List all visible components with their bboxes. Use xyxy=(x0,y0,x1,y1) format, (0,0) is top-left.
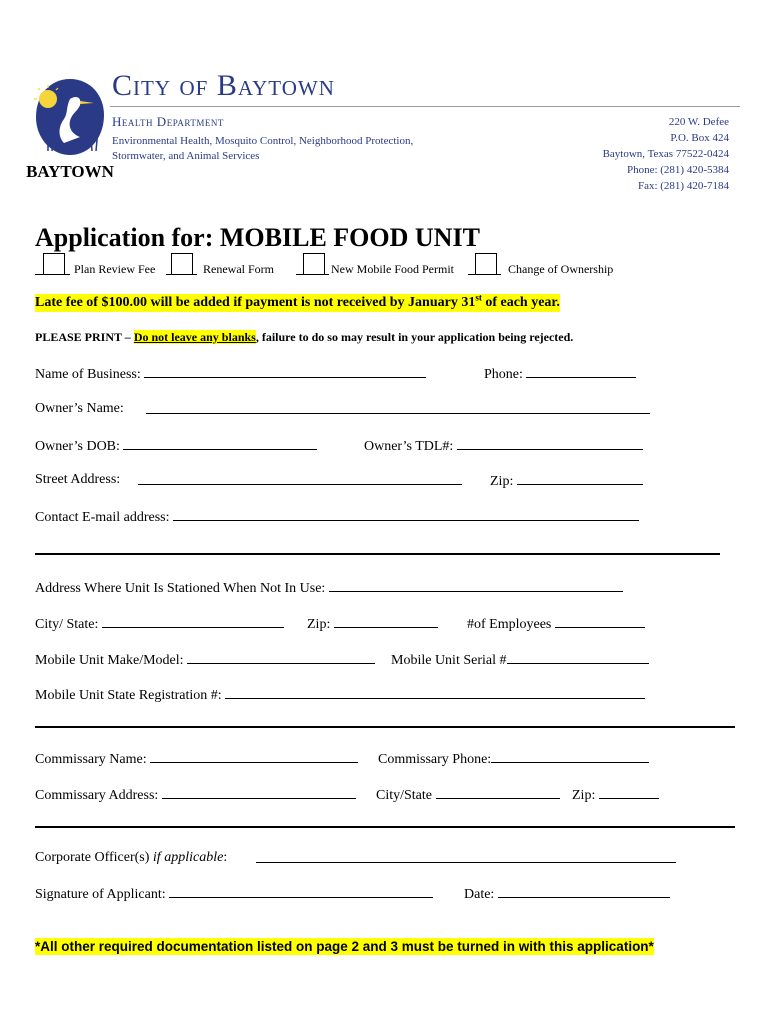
commissary-phone-field[interactable] xyxy=(491,749,649,763)
phone-row: Phone: xyxy=(484,364,636,383)
checkbox-underline xyxy=(468,262,475,275)
services-line-2: Stormwater, and Animal Services xyxy=(112,150,260,162)
address-city: Baytown, Texas 77522-0424 xyxy=(602,148,729,160)
label-plan-review-fee: Plan Review Fee xyxy=(74,262,156,276)
commissary-zip-field[interactable] xyxy=(599,785,659,799)
commissary-name-field[interactable] xyxy=(150,749,358,763)
corporate-officers-field[interactable] xyxy=(256,849,676,863)
city-state-row: City/ State: xyxy=(35,614,284,633)
label-renewal-form: Renewal Form xyxy=(203,262,274,276)
unit-address-row: Address Where Unit Is Stationed When Not In Use: xyxy=(35,578,623,597)
signature-row: Signature of Applicant: xyxy=(35,884,433,903)
serial-row: Mobile Unit Serial # xyxy=(391,650,649,669)
date-field[interactable] xyxy=(498,884,670,898)
street-address-line xyxy=(138,471,462,490)
logo-wordmark: BAYTOWN xyxy=(26,162,114,181)
owner-tdl-row: Owner’s TDL#: xyxy=(364,436,643,455)
section-divider xyxy=(35,726,735,728)
contact-email-field[interactable] xyxy=(173,507,639,521)
commissary-phone-row: Commissary Phone: xyxy=(378,749,649,768)
section-divider xyxy=(35,826,735,828)
checkbox-underline xyxy=(35,262,43,275)
label-new-mobile-food-permit: New Mobile Food Permit xyxy=(331,262,454,276)
services-line-1: Environmental Health, Mosquito Control, Neighborhood Protection, xyxy=(112,135,414,147)
city-state-field[interactable] xyxy=(102,614,284,628)
business-name-row: Name of Business: xyxy=(35,364,426,383)
owner-name-line xyxy=(146,400,650,419)
street-address-row: Street Address: xyxy=(35,472,121,487)
application-title: Application for: MOBILE FOOD UNIT xyxy=(35,223,480,252)
address-fax: Fax: (281) 420-7184 xyxy=(637,180,729,192)
corporate-officers-row: Corporate Officer(s) if applicable: xyxy=(35,850,228,865)
owner-name-row: Owner’s Name: xyxy=(35,401,124,416)
employees-row: #of Employees xyxy=(467,614,645,633)
commissary-address-field[interactable] xyxy=(162,785,356,799)
commissary-address-row: Commissary Address: xyxy=(35,785,356,804)
owner-name-field[interactable] xyxy=(146,400,650,414)
late-fee-notice: Late fee of $100.00 will be added if payment is not received by January 31st of each year. xyxy=(35,292,560,310)
corporate-officers-line xyxy=(256,849,676,868)
checkbox-change-of-ownership[interactable] xyxy=(475,253,497,275)
commissary-city-state-field[interactable] xyxy=(436,785,560,799)
checkbox-renewal-form[interactable] xyxy=(171,253,193,275)
documentation-notice: *All other required documentation listed on page 2 and 3 must be turned in with this application* xyxy=(35,939,654,954)
make-model-field[interactable] xyxy=(187,650,375,664)
address-street: 220 W. Defee xyxy=(668,116,729,128)
checkbox-underline xyxy=(64,262,70,275)
commissary-zip-row: Zip: xyxy=(572,785,659,804)
date-row: Date: xyxy=(464,884,670,903)
checkbox-underline xyxy=(324,262,329,275)
please-print-notice: PLEASE PRINT – Do not leave any blanks, failure to do so may result in your application being rejected. xyxy=(35,330,574,344)
label-change-of-ownership: Change of Ownership xyxy=(508,262,614,276)
zip2-field[interactable] xyxy=(334,614,438,628)
state-reg-row: Mobile Unit State Registration #: xyxy=(35,685,645,704)
unit-address-field[interactable] xyxy=(329,578,623,592)
owner-tdl-field[interactable] xyxy=(457,436,643,450)
owner-dob-field[interactable] xyxy=(123,436,317,450)
signature-field[interactable] xyxy=(169,884,433,898)
baytown-logo xyxy=(26,77,114,185)
section-divider xyxy=(35,553,720,555)
department-name: Health Department xyxy=(112,114,224,129)
commissary-name-row: Commissary Name: xyxy=(35,749,358,768)
commissary-city-state-row: City/State xyxy=(376,785,560,804)
owner-dob-row: Owner’s DOB: xyxy=(35,436,317,455)
business-name-field[interactable] xyxy=(144,364,426,378)
phone-field[interactable] xyxy=(526,364,636,378)
checkbox-underline xyxy=(496,262,501,275)
checkbox-underline xyxy=(192,262,197,275)
zip2-row: Zip: xyxy=(307,614,438,633)
zip-row: Zip: xyxy=(490,471,643,490)
serial-field[interactable] xyxy=(507,650,649,664)
checkbox-new-mobile-food-permit[interactable] xyxy=(303,253,325,275)
address-pobox: P.O. Box 424 xyxy=(670,132,729,144)
make-model-row: Mobile Unit Make/Model: xyxy=(35,650,375,669)
city-title: City of Baytown xyxy=(112,69,335,102)
zip-field[interactable] xyxy=(517,471,643,485)
state-reg-field[interactable] xyxy=(225,685,645,699)
checkbox-underline xyxy=(296,262,303,275)
street-address-field[interactable] xyxy=(138,471,462,485)
employees-field[interactable] xyxy=(555,614,645,628)
contact-email-row: Contact E-mail address: xyxy=(35,507,639,526)
header-divider xyxy=(110,106,740,107)
checkbox-plan-review-fee[interactable] xyxy=(43,253,65,275)
address-phone: Phone: (281) 420-5384 xyxy=(626,164,729,176)
